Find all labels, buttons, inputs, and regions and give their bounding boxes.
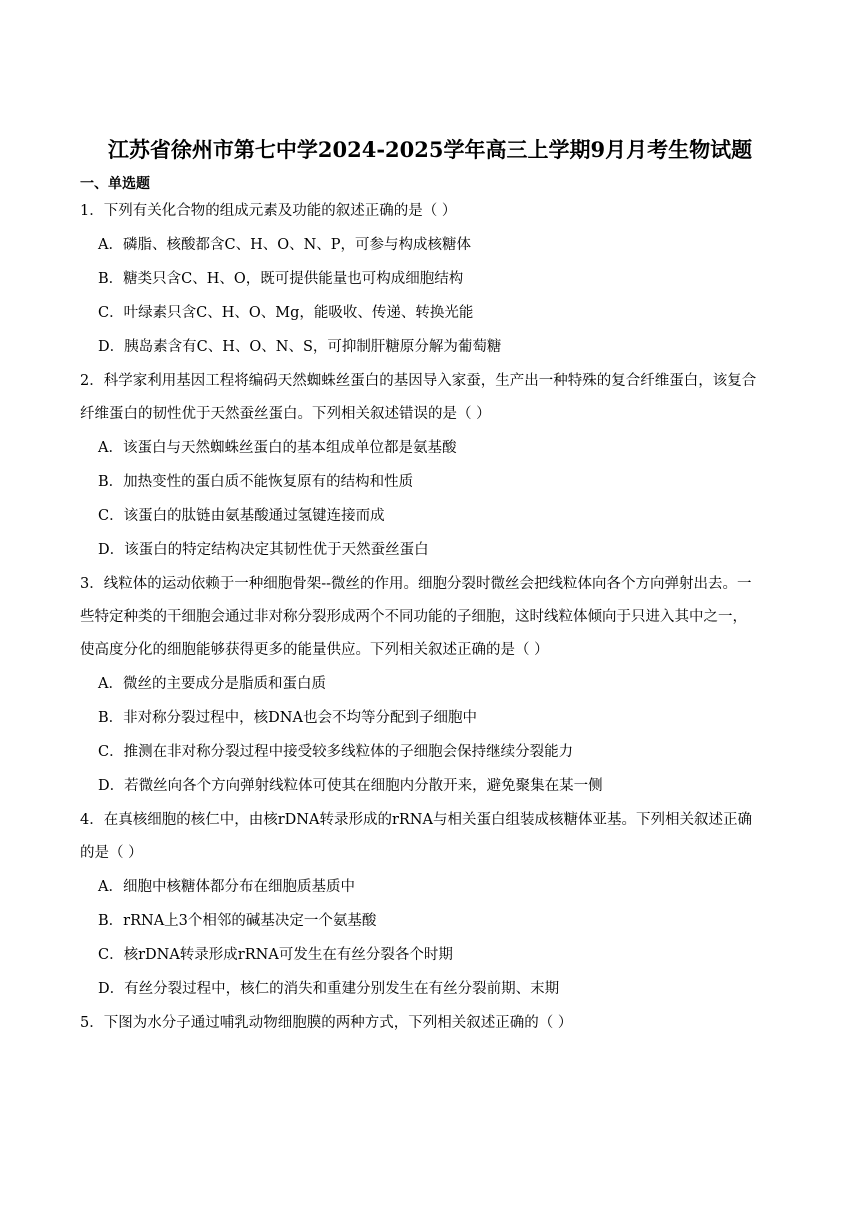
question-5-stem: 5．下图为水分子通过哺乳动物细胞膜的两种方式，下列相关叙述正确的（ ） [80,1015,573,1031]
question-4-stem-line-2: 的是（ ） [80,845,143,861]
question-1-stem: 1．下列有关化合物的组成元素及功能的叙述正确的是（ ） [80,203,457,219]
question-3-option-d: D．若微丝向各个方向弹射线粒体可使其在细胞内分散开来，避免聚集在某一侧 [98,778,603,794]
question-1-option-b: B．糖类只含C、H、O，既可提供能量也可构成细胞结构 [98,271,464,287]
question-2-option-c: C．该蛋白的肽链由氨基酸通过氢键连接而成 [98,508,385,524]
exam-title: 江苏省徐州市第七中学2024-2025学年高三上学期9月月考生物试题 [107,137,753,162]
question-2-option-d: D．该蛋白的特定结构决定其韧性优于天然蚕丝蛋白 [98,542,429,558]
question-4-option-a: A．细胞中核糖体都分布在细胞质基质中 [98,879,355,895]
question-1-option-d: D．胰岛素含有C、H、O、N、S，可抑制肝糖原分解为葡萄糖 [98,339,502,355]
question-4-option-d: D．有丝分裂过程中，核仁的消失和重建分别发生在有丝分裂前期、末期 [98,981,560,997]
question-2-stem-line-1: 2．科学家利用基因工程将编码天然蜘蛛丝蛋白的基因导入家蚕，生产出一种特殊的复合纤维蛋白，该复合 [80,373,757,389]
question-3-stem-line-2: 些特定种类的干细胞会通过非对称分裂形成两个不同功能的子细胞，这时线粒体倾向于只进入其中之一， [80,609,747,625]
question-3-option-c: C．推测在非对称分裂过程中接受较多线粒体的子细胞会保持继续分裂能力 [98,744,574,760]
question-1-option-a: A．磷脂、核酸都含C、H、O、N、P，可参与构成核糖体 [98,237,472,253]
question-1-option-c: C．叶绿素只含C、H、O、Mg，能吸收、传递、转换光能 [98,305,474,321]
question-4-stem-line-1: 4．在真核细胞的核仁中，由核rDNA转录形成的rRNA与相关蛋白组装成核糖体亚基。下列相关叙述正确 [80,812,752,828]
question-3-option-b: B．非对称分裂过程中，核DNA也会不均等分配到子细胞中 [98,710,477,726]
question-4-option-c: C．核rDNA转录形成rRNA可发生在有丝分裂各个时期 [98,947,453,963]
question-2-stem-line-2: 纤维蛋白的韧性优于天然蚕丝蛋白。下列相关叙述错误的是（ ） [80,406,491,422]
section-heading: 一、单选题 [80,176,150,192]
question-3-stem-line-1: 3．线粒体的运动依赖于一种细胞骨架--微丝的作用。细胞分裂时微丝会把线粒体向各个方向弹射出去。一 [80,576,752,592]
question-4-option-b: B．rRNA上3个相邻的碱基决定一个氨基酸 [98,913,377,929]
question-2-option-a: A．该蛋白与天然蜘蛛丝蛋白的基本组成单位都是氨基酸 [98,440,457,456]
question-3-option-a: A．微丝的主要成分是脂质和蛋白质 [98,676,326,692]
question-2-option-b: B．加热变性的蛋白质不能恢复原有的结构和性质 [98,474,414,490]
question-3-stem-line-3: 使高度分化的细胞能够获得更多的能量供应。下列相关叙述正确的是（ ） [80,642,549,658]
